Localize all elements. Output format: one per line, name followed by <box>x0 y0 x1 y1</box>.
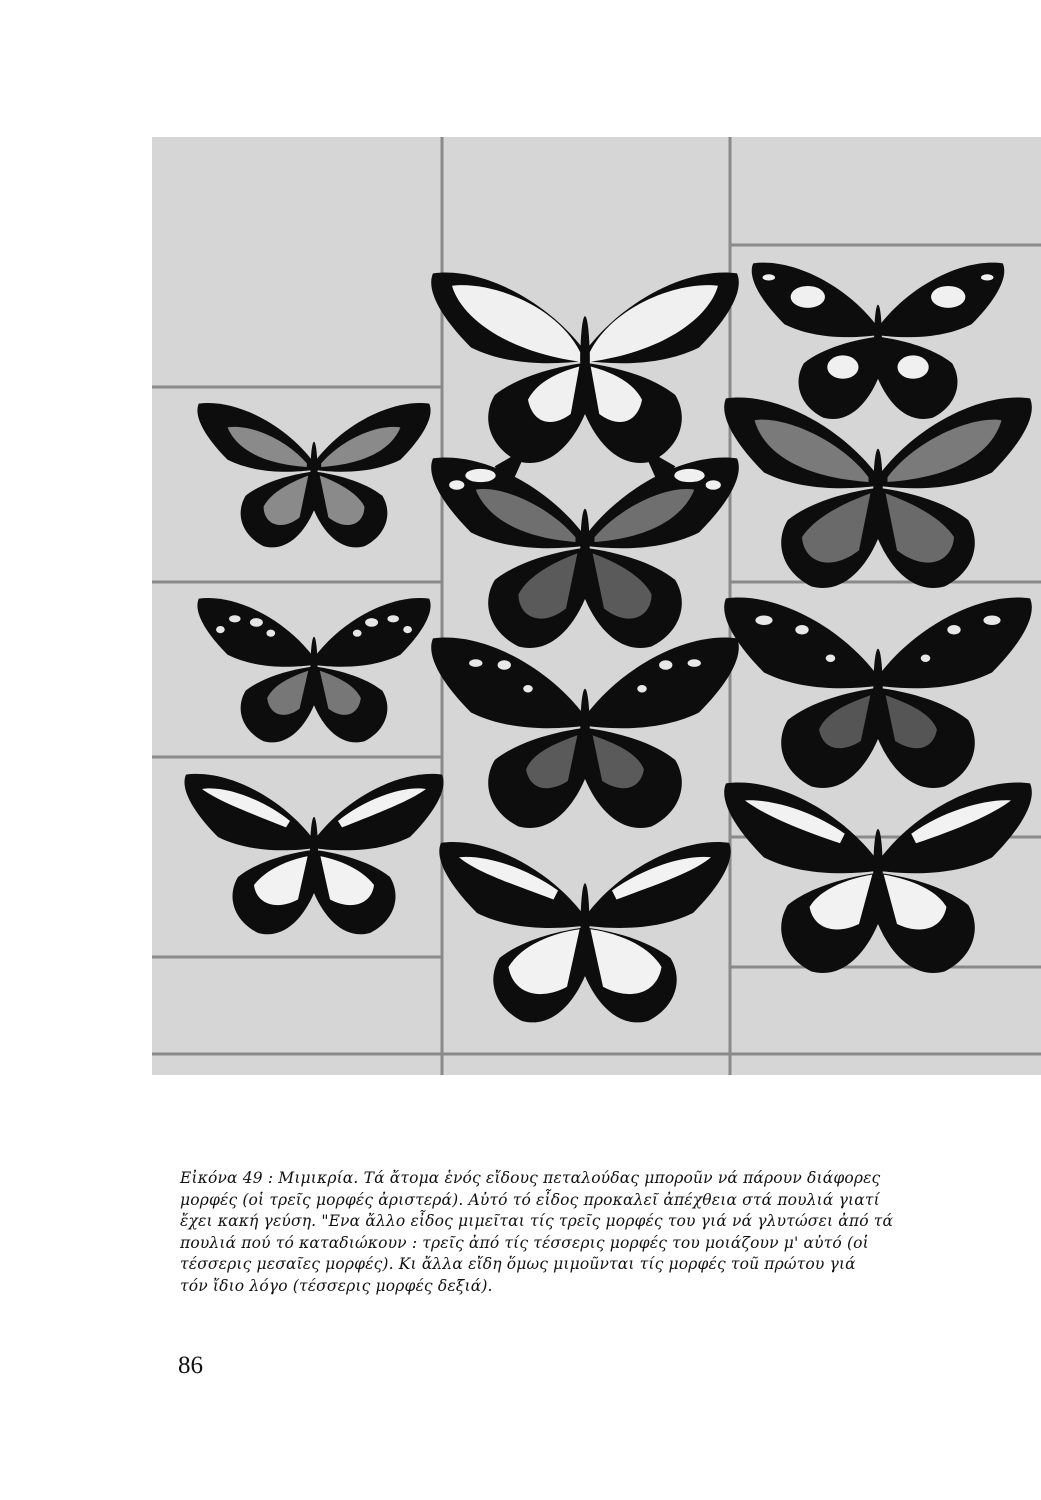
butterfly-left-3 <box>184 774 443 934</box>
caption-line: μορφές (οἱ τρεῖς μορφές ἀριστερά). Αὐτό τό εἶδος προκαλεῖ ἀπέχθεια στά πουλιά γιατί <box>180 1190 880 1209</box>
butterfly-middle-4 <box>439 842 730 1022</box>
caption-line: Εἰκόνα 49 : Μιμικρία. Τά ἄτομα ἑνός εἴδους πεταλούδας μποροũν νά πάρουν διάφορες <box>180 1169 881 1187</box>
caption-line: τόν ἴδιο λόγο (τέσσερις μορφές δεξιά). <box>180 1276 493 1295</box>
figure-caption <box>180 1168 1028 1297</box>
butterfly-left-1 <box>197 403 430 547</box>
butterfly-right-3 <box>724 598 1032 788</box>
caption-line: τέσσερις μεσαῖες μορφές). Κι ἄλλα εἴδη ὅμως μιμοũνται τίς μορφές τοũ πρώτου γιά <box>180 1255 856 1273</box>
butterfly-right-4 <box>724 783 1032 973</box>
butterfly-left-2 <box>197 598 430 742</box>
butterfly-middle-1 <box>431 273 739 490</box>
caption-line: ἔχει κακή γεύση. "Ενα ἄλλο εἶδος μιμεῖται τίς τρεῖς μορφές του γιά νά γλυτώσει ἀπό τά <box>180 1212 894 1230</box>
mimicry-figure <box>152 137 1041 1075</box>
butterfly-right-2 <box>724 398 1032 588</box>
butterfly-plate <box>152 137 1041 1075</box>
butterfly-middle-3 <box>431 638 739 828</box>
caption-line: πουλιά πού τό καταδιώκουν : τρεῖς ἀπό τίς τέσσερις μορφές του μοιάζουν μ' αὐτό (οἱ <box>180 1233 869 1252</box>
page-number: 86 <box>178 1352 203 1379</box>
butterfly-right-1 <box>752 263 1005 419</box>
butterfly-middle-2 <box>431 458 739 648</box>
